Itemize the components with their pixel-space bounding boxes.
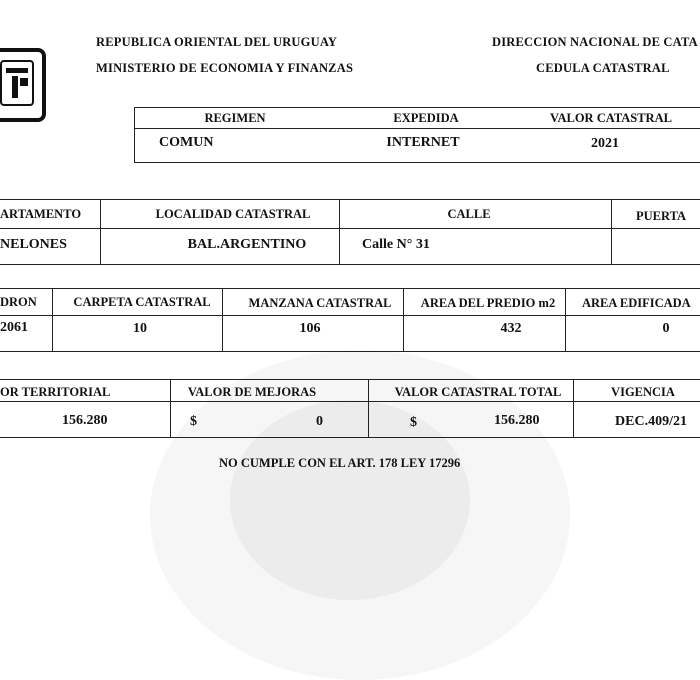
area-edificada-label: AREA EDIFICADA	[582, 296, 691, 310]
expedida-label: EXPEDIDA	[393, 111, 459, 125]
divider	[0, 401, 700, 402]
divider	[403, 288, 404, 351]
carpeta-label: CARPETA CATASTRAL	[73, 295, 211, 309]
carpeta-value: 10	[133, 321, 147, 336]
localidad-label: LOCALIDAD CATASTRAL	[155, 207, 311, 221]
divider	[0, 199, 700, 200]
compliance-note: NO CUMPLE CON EL ART. 178 LEY 17296	[219, 456, 461, 470]
divider	[368, 379, 369, 437]
divider	[339, 199, 340, 264]
divider	[565, 288, 566, 351]
divider	[573, 379, 574, 437]
divider	[0, 288, 700, 289]
area-predio-label: AREA DEL PREDIO m2	[420, 296, 556, 310]
padron-value: 2061	[0, 320, 28, 335]
divider	[170, 379, 171, 437]
localidad-value: BAL.ARGENTINO	[187, 237, 307, 252]
divider	[0, 264, 700, 265]
area-edificada-value: 0	[662, 321, 670, 336]
divider	[0, 379, 700, 380]
divider	[611, 199, 612, 264]
divider	[100, 199, 101, 264]
divider	[0, 351, 700, 352]
regimen-label: REGIMEN	[204, 111, 266, 125]
departamento-label: ARTAMENTO	[0, 207, 82, 221]
valor-catastral-total-label: VALOR CATASTRAL TOTAL	[394, 385, 562, 399]
valor-catastral-total-value: 156.280	[494, 413, 540, 428]
divider	[0, 315, 700, 316]
divider	[52, 288, 53, 351]
manzana-label: MANZANA CATASTRAL	[248, 296, 392, 310]
currency-symbol: $	[190, 414, 197, 429]
regimen-value: COMUN	[159, 135, 214, 150]
valor-catastral-value: 2021	[591, 136, 619, 151]
calle-label: CALLE	[447, 207, 491, 221]
divider	[0, 228, 700, 229]
expedida-value: INTERNET	[386, 135, 460, 150]
valor-territorial-label: OR TERRITORIAL	[0, 385, 111, 399]
valor-mejoras-value: 0	[316, 414, 323, 429]
vigencia-label: VIGENCIA	[611, 385, 675, 399]
calle-value: Calle N° 31	[362, 237, 430, 252]
puerta-label: PUERTA	[635, 209, 687, 223]
valor-territorial-value: 156.280	[62, 413, 108, 428]
valor-catastral-label: VALOR CATASTRAL	[550, 111, 672, 125]
padron-label: DRON	[0, 295, 37, 309]
divider	[222, 288, 223, 351]
manzana-value: 106	[299, 321, 321, 336]
watermark-seal-inner	[230, 400, 470, 600]
government-emblem-icon	[0, 48, 46, 122]
departamento-value: NELONES	[0, 237, 67, 252]
divider	[0, 437, 700, 438]
area-predio-value: 432	[500, 321, 522, 336]
vigencia-value: DEC.409/21	[615, 414, 687, 429]
valor-mejoras-label: VALOR DE MEJORAS	[187, 385, 317, 399]
header-document-type: CEDULA CATASTRAL	[536, 61, 670, 75]
currency-symbol: $	[410, 415, 417, 430]
header-directorate: DIRECCION NACIONAL DE CATA	[492, 35, 698, 49]
header-country: REPUBLICA ORIENTAL DEL URUGUAY	[96, 35, 338, 49]
header-ministry: MINISTERIO DE ECONOMIA Y FINANZAS	[96, 61, 354, 75]
divider	[134, 128, 700, 129]
